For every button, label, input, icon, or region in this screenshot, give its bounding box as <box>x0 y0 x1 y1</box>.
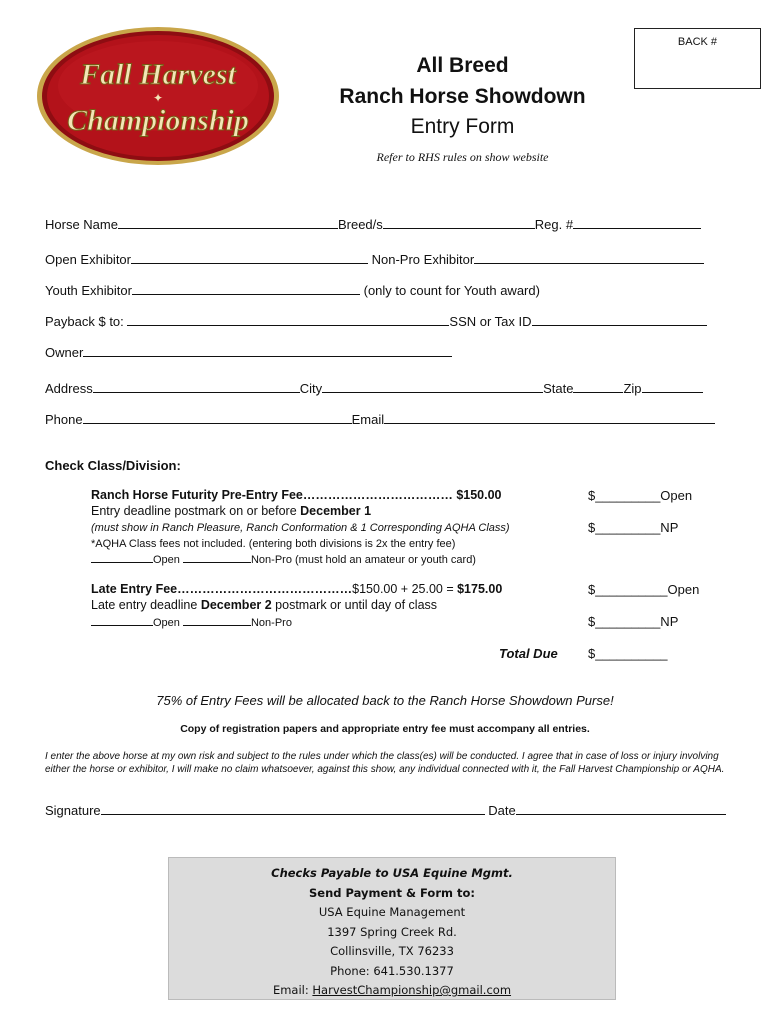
owner-field[interactable] <box>83 343 452 357</box>
date-label: Date <box>488 803 516 818</box>
payee-name: USA Equine Management <box>318 905 466 919</box>
payback-label: Payback $ to: <box>45 314 124 329</box>
futurity-division-row <box>91 552 476 568</box>
youth-exhibitor-label: Youth Exhibitor <box>45 283 132 298</box>
futurity-fee-title: Ranch Horse Futurity Pre-Entry Fee……………………………… $150.00 <box>91 488 502 502</box>
open-exhibitor-field[interactable] <box>131 250 368 264</box>
horse-name-field[interactable] <box>118 215 338 229</box>
breeds-label: Breed/s <box>337 217 383 232</box>
signature-field[interactable] <box>101 801 485 815</box>
zip-field[interactable] <box>642 379 703 393</box>
signature-row <box>45 801 726 819</box>
futurity-nonpro-blank[interactable] <box>183 552 251 563</box>
late-open-label: Open <box>153 617 180 629</box>
send-payment-line: Send Payment & Form to: <box>309 885 475 900</box>
late-open-amount[interactable]: $__________Open <box>588 582 700 597</box>
futurity-nonpro-label: Non-Pro (must hold an amateur or youth card) <box>250 554 476 566</box>
address-label: Address <box>45 381 93 396</box>
address-row <box>45 379 703 397</box>
payee-phone: Phone: 641.530.1377 <box>330 963 454 978</box>
liability-waiver: I enter the above horse at my own risk and subject to the rules under which the class(es) will be conducted. I agree that in case of loss or injury involving either the horse or exhibitor, I will make no claim whatsoever, against this show, any individual connected with it, the Fall Harvest Championship or AQHA. <box>45 751 725 775</box>
payback-field[interactable] <box>127 312 449 326</box>
ssn-field[interactable] <box>532 312 707 326</box>
futurity-np-amount[interactable]: $_________NP <box>588 520 679 535</box>
fall-harvest-championship-logo <box>36 26 280 166</box>
horse-name-label: Horse Name <box>45 217 118 232</box>
state-field[interactable] <box>573 379 623 393</box>
late-fee-total: $175.00 <box>457 582 503 596</box>
title-line-3: Entry Form <box>410 115 515 138</box>
email-field[interactable] <box>384 410 715 424</box>
youth-exhibitor-row <box>45 281 540 299</box>
reg-label: Reg. # <box>534 217 574 232</box>
futurity-must-show-note: (must show in Ranch Pleasure, Ranch Conformation & 1 Corresponding AQHA Class) <box>91 522 510 534</box>
reg-field[interactable] <box>573 215 701 229</box>
owner-row <box>45 343 452 361</box>
registration-papers-note: Copy of registration papers and appropriate entry fee must accompany all entries. <box>180 723 590 735</box>
open-exhibitor-label: Open Exhibitor <box>45 252 131 267</box>
late-open-blank[interactable] <box>91 615 153 626</box>
payee-email-label: Email: <box>272 983 313 997</box>
futurity-deadline-text: Entry deadline postmark on or before <box>91 504 301 518</box>
checks-payable-line: Checks Payable to USA Equine Mgmt. <box>271 866 513 880</box>
payback-row <box>45 312 707 330</box>
breeds-field[interactable] <box>383 215 535 229</box>
late-nonpro-blank[interactable] <box>183 615 251 626</box>
late-nonpro-label: Non-Pro <box>250 617 292 629</box>
total-due-field[interactable]: $__________ <box>588 646 668 661</box>
address-field[interactable] <box>93 379 300 393</box>
horse-info-row <box>45 215 701 233</box>
back-number-box[interactable] <box>634 28 761 89</box>
check-class-heading: Check Class/Division: <box>45 458 181 473</box>
logo-text-championship: Championship <box>67 104 249 137</box>
late-fee-title <box>91 582 502 597</box>
futurity-open-label: Open <box>153 554 180 566</box>
futurity-deadline-date: December 1 <box>300 504 372 518</box>
late-deadline-date: December 2 <box>200 598 272 612</box>
rules-note: Refer to RHS rules on show website <box>376 150 549 164</box>
futurity-deadline <box>91 504 371 519</box>
city-field[interactable] <box>322 379 543 393</box>
late-np-amount[interactable]: $_________NP <box>588 614 679 629</box>
youth-award-note: (only to count for Youth award) <box>363 283 540 298</box>
late-deadline <box>91 598 437 613</box>
payee-street: 1397 Spring Creek Rd. <box>327 924 457 939</box>
phone-email-row <box>45 410 715 428</box>
youth-exhibitor-field[interactable] <box>132 281 360 295</box>
payee-city: Collinsville, TX 76233 <box>330 944 454 958</box>
city-label: City <box>299 381 323 396</box>
zip-label: Zip <box>623 381 642 396</box>
signature-label: Signature <box>45 803 101 818</box>
nonpro-exhibitor-field[interactable] <box>474 250 704 264</box>
back-number-label: BACK # <box>677 36 718 48</box>
title-block <box>300 50 625 165</box>
date-field[interactable] <box>516 801 726 815</box>
phone-field[interactable] <box>83 410 352 424</box>
payment-info-box <box>168 857 616 1000</box>
late-fee-amount: $150.00 + 25.00 = <box>352 582 458 596</box>
exhibitor-row <box>45 250 704 268</box>
state-label: State <box>543 381 574 396</box>
late-deadline-text: Late entry deadline <box>91 598 201 612</box>
late-fee-label: Late Entry Fee…………………………………… <box>91 582 353 596</box>
phone-label: Phone <box>45 412 83 427</box>
futurity-open-blank[interactable] <box>91 552 153 563</box>
futurity-open-amount[interactable]: $_________Open <box>588 488 693 503</box>
logo-leaf-icon: ✦ <box>152 91 164 105</box>
aqha-fee-note: *AQHA Class fees not included. (entering both divisions is 2x the entry fee) <box>91 538 456 550</box>
title-line-1: All Breed <box>416 54 509 77</box>
nonpro-exhibitor-label: Non-Pro Exhibitor <box>371 252 475 267</box>
late-deadline-suffix: postmark or until day of class <box>271 598 438 612</box>
email-label: Email <box>351 412 385 427</box>
purse-allocation-note: 75% of Entry Fees will be allocated back to the Ranch Horse Showdown Purse! <box>156 693 614 708</box>
logo-text-fall-harvest: Fall Harvest <box>80 58 236 91</box>
ssn-label: SSN or Tax ID <box>449 314 532 329</box>
title-line-2: Ranch Horse Showdown <box>339 85 586 108</box>
payee-email-link[interactable]: HarvestChampionship@gmail.com <box>312 983 512 997</box>
owner-label: Owner <box>45 345 84 360</box>
late-division-row <box>91 615 292 631</box>
total-due-label: Total Due <box>499 646 558 661</box>
payee-email-line <box>169 981 615 1001</box>
